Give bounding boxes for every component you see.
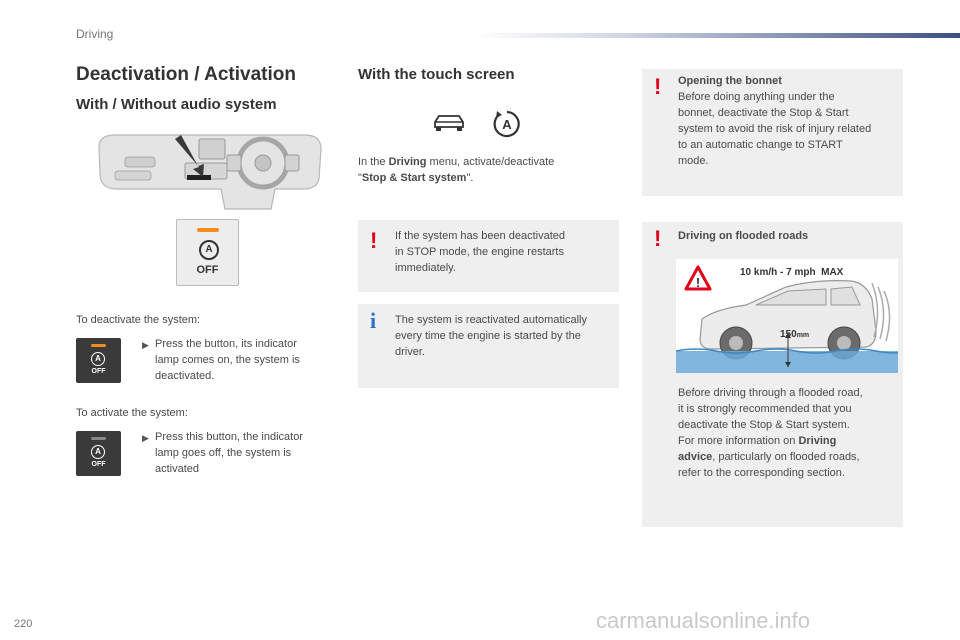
touch-screen-instructions: In the Driving menu, activate/deactivate "Stop & Start system". bbox=[358, 156, 555, 184]
indicator-lamp bbox=[197, 228, 219, 232]
section-title: Deactivation / Activation bbox=[76, 64, 296, 85]
car-icon bbox=[432, 113, 466, 133]
button-on-image bbox=[76, 338, 121, 383]
deactivate-step: Press the button, its indicator lamp comes on, the system is deactivated. bbox=[155, 338, 300, 382]
off-label: OFF bbox=[91, 368, 106, 375]
off-label: OFF bbox=[196, 264, 219, 276]
warning-icon: ! bbox=[654, 226, 662, 251]
page-number: 220 bbox=[14, 618, 33, 630]
bullet-icon: ▶ bbox=[142, 340, 149, 350]
flood-depth-label: 150mm bbox=[780, 329, 810, 340]
flood-advice-text: Before driving through a flooded road, it is strongly recommended that you deactivate the Stop & Start system. For more information on Driving advice, particularly on flooded roads, refer to the corresponding section. bbox=[678, 387, 863, 479]
auto-a-icon: A bbox=[91, 445, 105, 459]
dashboard-illustration bbox=[95, 127, 325, 217]
indicator-lamp-on bbox=[91, 344, 106, 347]
svg-text:A: A bbox=[502, 117, 512, 132]
header-bar bbox=[478, 33, 960, 38]
stop-start-button-large bbox=[176, 219, 239, 286]
bonnet-title: Opening the bonnet bbox=[678, 75, 782, 87]
auto-a-icon: A bbox=[199, 240, 219, 260]
warning-box-bonnet: ! Opening the bonnet Before doing anything under the bonnet, deactivate the Stop & Start system to avoid the risk of injury related to an automatic change to START mode. bbox=[642, 69, 903, 196]
warning-icon: ! bbox=[654, 74, 662, 99]
flood-illustration bbox=[676, 259, 898, 373]
button-off-image bbox=[76, 431, 121, 476]
flood-title: Driving on flooded roads bbox=[678, 230, 809, 242]
activate-intro: To activate the system: bbox=[76, 407, 188, 419]
warning-icon: ! bbox=[370, 228, 378, 253]
warning-box-restart: ! If the system has been deactivated in STOP mode, the engine restarts immediately. bbox=[358, 220, 619, 292]
stop-start-icon bbox=[492, 109, 522, 139]
info-icon: i bbox=[370, 308, 377, 333]
bullet-icon: ▶ bbox=[142, 433, 149, 443]
activate-step: Press this button, the indicator lamp goes off, the system is activated bbox=[155, 431, 303, 475]
deactivate-intro: To deactivate the system: bbox=[76, 314, 201, 326]
indicator-lamp-off bbox=[91, 437, 106, 440]
off-label: OFF bbox=[91, 461, 106, 468]
touch-screen-title: With the touch screen bbox=[358, 66, 515, 83]
svg-text:!: ! bbox=[695, 275, 701, 290]
info-box-reactivation: i The system is reactivated automatically every time the engine is started by the driver. bbox=[358, 304, 619, 388]
flood-speed-label: 10 km/h - 7 mph MAX bbox=[740, 267, 844, 278]
section-label: Driving bbox=[76, 27, 114, 41]
watermark: carmanualsonline.info bbox=[596, 608, 811, 633]
auto-a-icon: A bbox=[91, 352, 105, 366]
section-subtitle: With / Without audio system bbox=[76, 96, 277, 113]
warning-box-flooded-roads bbox=[642, 222, 903, 527]
